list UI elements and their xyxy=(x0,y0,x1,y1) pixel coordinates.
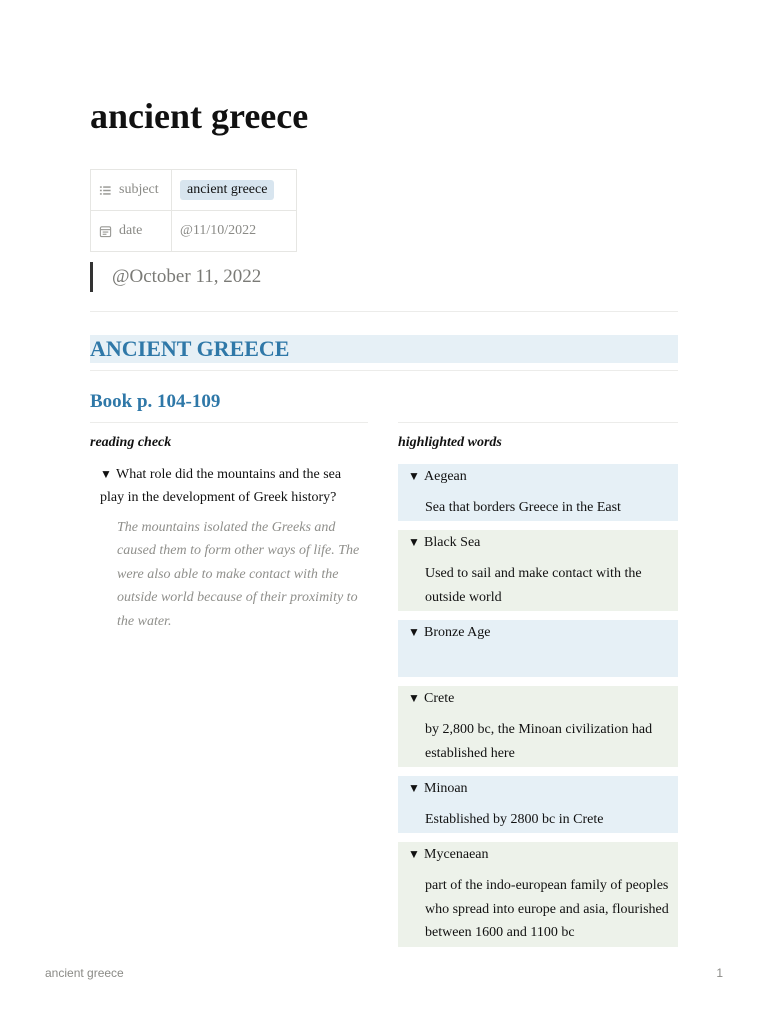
term-definition: Used to sail and make contact with the outside world xyxy=(425,566,642,605)
toggle-triangle-icon[interactable]: ▼ xyxy=(408,847,420,862)
toggle-triangle-icon[interactable]: ▼ xyxy=(408,469,420,483)
term-title: Black Sea xyxy=(424,535,481,551)
reading-check-question: What role did the mountains and the sea play in the development of Greek history? xyxy=(100,467,342,505)
term-definition: part of the indo-european family of peoples who spread into europe and asia, flourished between 1600 and 1100 bc xyxy=(425,878,669,941)
term-toggle-black-sea[interactable] xyxy=(398,530,678,611)
footer-title: ancient greece xyxy=(45,966,124,980)
property-row-subject[interactable] xyxy=(91,170,297,211)
terms-list xyxy=(398,464,678,947)
term-toggle-crete[interactable] xyxy=(398,686,678,767)
page-title: ancient greece xyxy=(90,96,309,136)
subject-tag[interactable]: ancient greece xyxy=(180,180,274,200)
term-definition: by 2,800 bc, the Minoan civilization had established here xyxy=(425,722,653,761)
highlighted-words-heading: highlighted words xyxy=(398,435,502,450)
term-definition: Sea that borders Greece in the East xyxy=(425,500,621,515)
term-title: Crete xyxy=(424,691,455,707)
term-definition: Established by 2800 bc in Crete xyxy=(425,812,604,828)
properties-table xyxy=(90,169,297,252)
term-toggle-bronze-age[interactable] xyxy=(398,620,678,677)
term-toggle-aegean[interactable] xyxy=(398,464,678,521)
toggle-triangle-icon[interactable]: ▼ xyxy=(408,691,420,706)
reading-check-column xyxy=(90,422,368,633)
term-toggle-minoan[interactable] xyxy=(398,776,678,833)
reading-check-answer: The mountains isolated the Greeks and caused them to form other ways of life. The were also able to make contact with the outside world because of their proximity to the water. xyxy=(117,520,360,629)
property-key-subject: subject xyxy=(119,182,159,197)
divider xyxy=(90,370,678,371)
toggle-triangle-icon[interactable]: ▼ xyxy=(100,467,112,481)
property-key-date: date xyxy=(119,223,143,238)
toggle-triangle-icon[interactable]: ▼ xyxy=(408,535,420,550)
reading-check-toggle[interactable] xyxy=(90,463,368,509)
term-title: Aegean xyxy=(424,469,467,484)
term-title: Minoan xyxy=(424,781,468,797)
toggle-triangle-icon[interactable]: ▼ xyxy=(408,625,420,640)
term-definition xyxy=(408,652,670,675)
date-quote: @October 11, 2022 xyxy=(90,262,261,292)
term-toggle-mycenaean[interactable] xyxy=(398,842,678,946)
highlighted-words-column xyxy=(398,422,678,956)
calendar-icon xyxy=(99,225,112,238)
term-title: Bronze Age xyxy=(424,625,491,641)
divider xyxy=(90,311,678,312)
column-divider xyxy=(90,422,368,423)
term-title: Mycenaean xyxy=(424,847,489,863)
heading-ancient-greece: ANCIENT GREECE xyxy=(90,335,678,363)
date-value[interactable]: @11/10/2022 xyxy=(180,223,257,238)
page-number: 1 xyxy=(716,966,723,980)
property-row-date[interactable] xyxy=(91,211,297,252)
heading-book-pages: Book p. 104-109 xyxy=(90,391,221,412)
reading-check-heading: reading check xyxy=(90,435,172,450)
toggle-triangle-icon[interactable]: ▼ xyxy=(408,781,420,796)
column-divider xyxy=(398,422,678,423)
list-icon xyxy=(99,184,112,197)
